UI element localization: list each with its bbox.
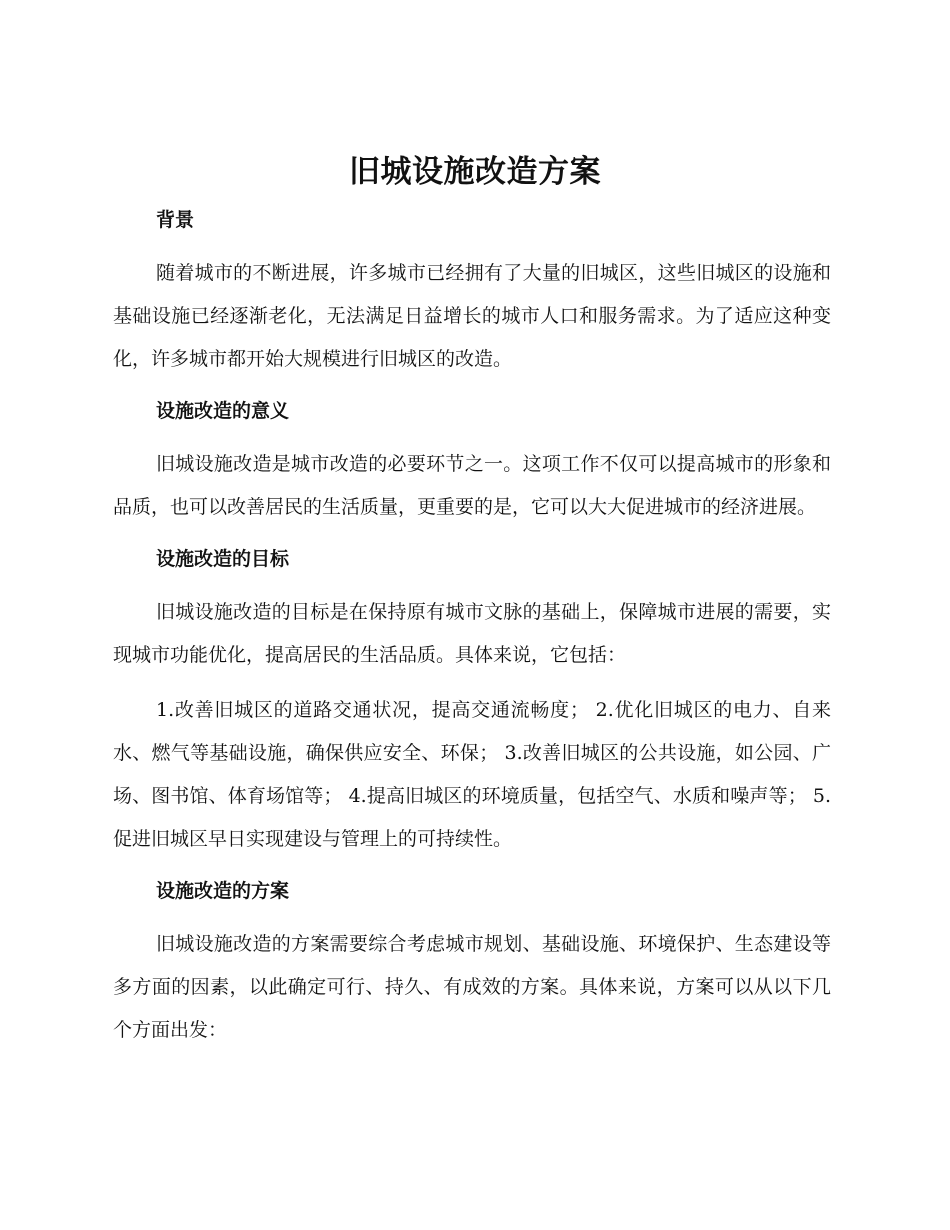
document-body [113,202,831,1052]
document-title: 旧城设施改造方案 [349,154,601,190]
paragraph: 旧城设施改造的方案需要综合考虑城市规划、基础设施、环境保护、生态建设等多方面的因素，以此确定可行、持久、有成效的方案。具体来说，方案可以从以下几个方面出发： [113,933,831,1041]
section-significance [113,393,831,541]
paragraph: 随着城市的不断进展，许多城市已经拥有了大量的旧城区，这些旧城区的设施和基础设施已经逐渐老化，无法满足日益增长的城市人口和服务需求。为了适应这种变化，许多城市都开始大规模进行旧城区的改造。 [113,262,831,370]
goals-list-paragraph: 1.改善旧城区的道路交通状况，提高交通流畅度； 2.优化旧城区的电力、自来水、燃气等基础设施，确保供应安全、环保； 3.改善旧城区的公共设施，如公园、广场、图书馆、体育场馆等； 4.提高旧城区的环境质量，包括空气、水质和噪声等； 5.促进旧城区早日实现建设与管理上的可持续性。 [113,699,831,850]
section-background [113,202,831,393]
section-plan [113,873,831,1052]
paragraph: 旧城设施改造的目标是在保持原有城市文脉的基础上，保障城市进展的需要，实现城市功能优化，提高居民的生活品质。具体来说，它包括： [113,601,831,666]
section-goals [113,541,831,873]
section-heading: 设施改造的目标 [156,548,290,570]
section-heading: 背景 [156,209,195,231]
section-heading: 设施改造的方案 [156,880,290,902]
section-heading: 设施改造的意义 [156,400,290,422]
paragraph: 旧城设施改造是城市改造的必要环节之一。这项工作不仅可以提高城市的形象和品质，也可以改善居民的生活质量，更重要的是，它可以大大促进城市的经济进展。 [113,453,831,518]
